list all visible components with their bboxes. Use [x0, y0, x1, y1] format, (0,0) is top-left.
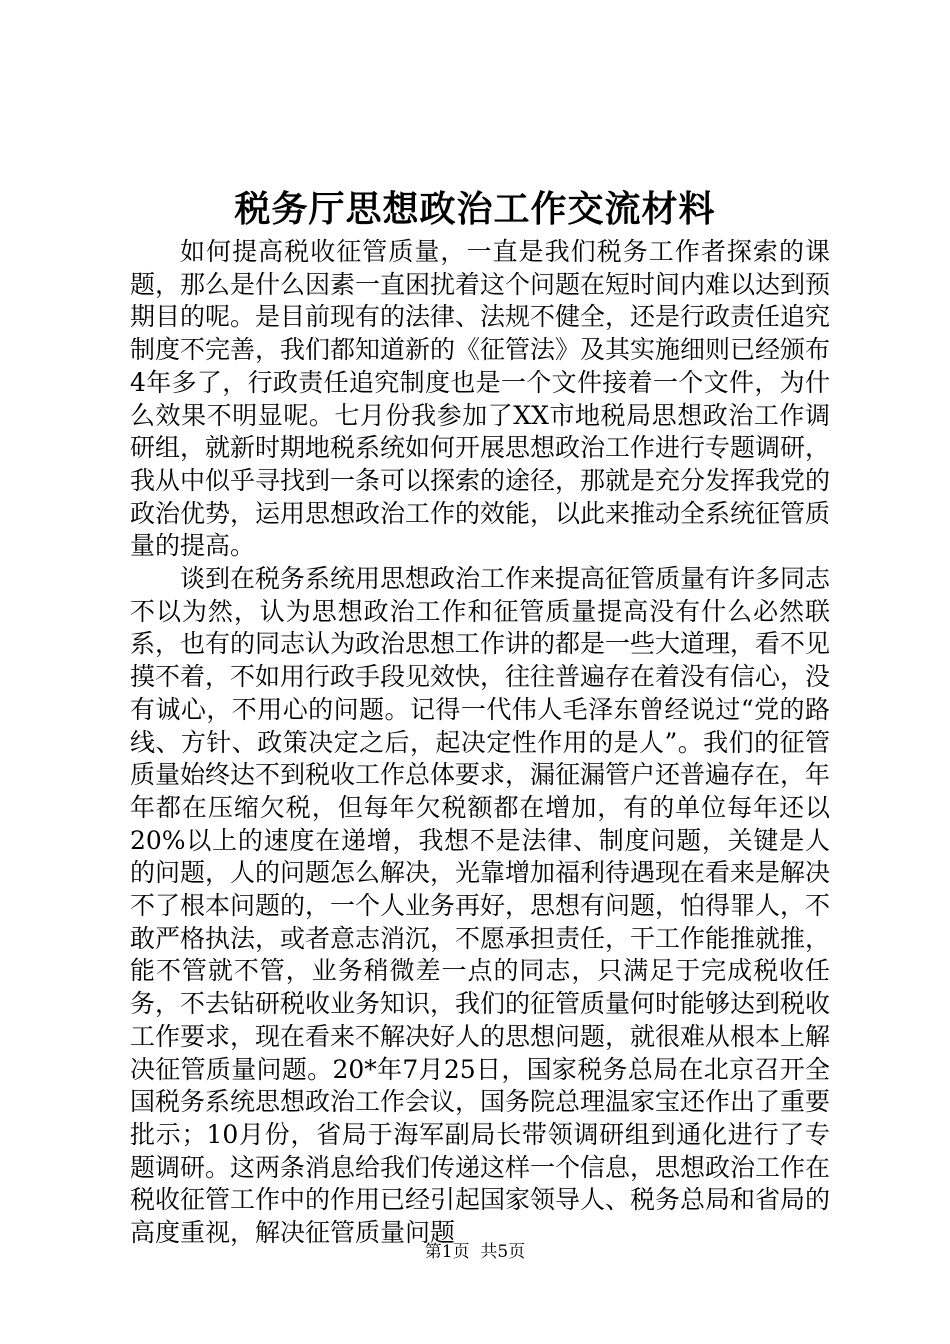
document-title: 税务厅思想政治工作交流材料	[234, 188, 716, 230]
footer-spacer	[470, 1242, 481, 1262]
page-number: 第1页	[424, 1242, 470, 1262]
page-footer	[0, 1240, 950, 1264]
document-body	[130, 236, 830, 1250]
body-paragraph-2: 谈到在税务系统用思想政治工作来提高征管质量有许多同志不以为然，认为思想政治工作和征管质量提高没有什么必然联系，也有的同志认为政治思想工作讲的都是一些大道理，看不见摸不着，不如用行政手段见效快，往往普遍存在着没有信心，没有诚心，不用心的问题。记得一代伟人毛泽东曾经说过“党的路线、方针、政策决定之后，起决定性作用的是人”。我们的征管质量始终达不到税收工作总体要求，漏征漏管户还普遍存在，年年都在压缩欠税，但每年欠税额都在增加，有的单位每年还以20%以上的速度在递增，我想不是法律、制度问题，关键是人的问题，人的问题怎么解决，光靠增加福利待遇现在看来是解决不了根本问题的，一个人业务再好，思想有问题，怕得罪人，不敢严格执法，或者意志消沉，不愿承担责任，干工作能推就推，能不管就不管，业务稍微差一点的同志，只满足于完成税收任务，不去钻研税收业务知识，我们的征管质量何时能够达到税收工作要求，现在看来不解决好人的思想问题，就很难从根本上解决征管质量问题。20*年7月25日，国家税务总局在北京召开全国税务系统思想政治工作会议，国务院总理温家宝还作出了重要批示；10月份，省局于海军副局长带领调研组到通化进行了专题调研。这两条消息给我们传递这样一个信息，思想政治工作在税收征管工作中的作用已经引起国家领导人、税务总局和省局的高度重视，解决征管质量问题	[130, 564, 831, 1248]
body-paragraph-1: 如何提高税收征管质量，一直是我们税务工作者探索的课题，那么是什么因素一直困扰着这个问题在短时间内难以达到预期目的呢。是目前现有的法律、法规不健全，还是行政责任追究制度不完善，我们都知道新的《征管法》及其实施细则已经颁布4年多了，行政责任追究制度也是一个文件接着一个文件，为什么效果不明显呢。七月份我参加了XX市地税局思想政治工作调研组，就新时期地税系统如何开展思想政治工作进行专题调研，我从中似乎寻找到一条可以探索的途径，那就是充分发挥我党的政治优势，运用思想政治工作的效能，以此来推动全系统征管质量的提高。	[130, 237, 831, 561]
page-total: 共5页	[480, 1242, 526, 1262]
